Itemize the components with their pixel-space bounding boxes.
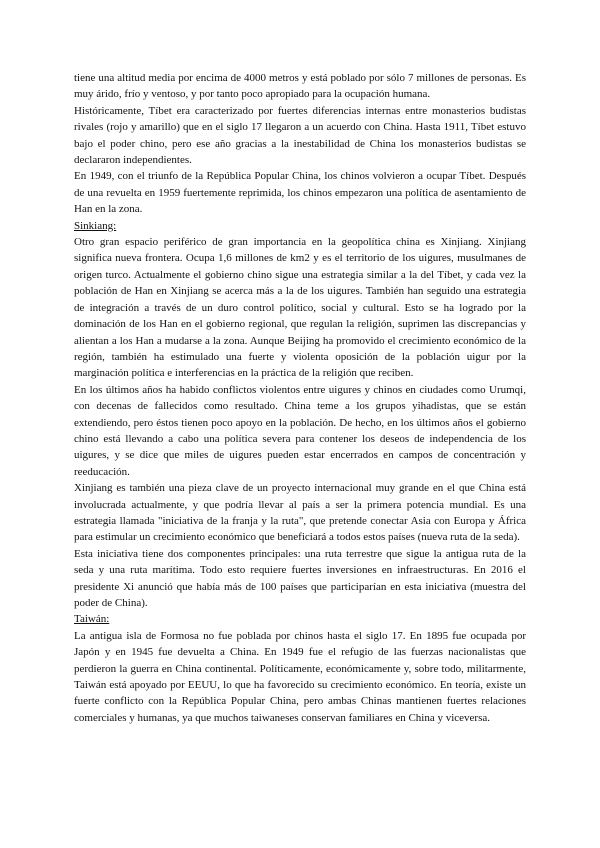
paragraph-sinkiang-overview: Otro gran espacio periférico de gran importancia en la geopolítica china es Xinjiang. Xinjiang significa nueva frontera. Ocupa 1,6 millones de km2 y es el territorio de los uigures, musulmanes de origen turco. Actualmente el gobierno chino sigue una estrategia similar a la del Tíbet, y cada vez la población de Han en Xinjiang se acerca más a la de los uigures. También han seguido una estrategia de integración a través de un duro control político, social y cultural. Esto se ha logrado por la dominación de los Han en el gobierno regional, que regulan la religión, suprimen las discrepancias y alientan a los Han a mudarse a la zona. Aunque Beijing ha promovido el crecimiento económico de la región, también ha estimulado una fuerte y violenta oposición de la población uigur por la marginación política e interferencias en la práctica de la religión que reciben.: [74, 236, 526, 380]
paragraph-taiwan: La antigua isla de Formosa no fue poblada por chinos hasta el siglo 17. En 1895 fue ocupada por Japón y en 1945 fue devuelta a China. En 1949 fue el refugio de las fuerzas nacionalistas que perdieron la guerra en China continental. Políticamente, económicamente y, sobre todo, militarmente, Taiwán está apoyado por EEUU, lo que ha favorecido su crecimiento económico. En teoría, existe un fuerte conflicto con la República Popular China, pero ambas Chinas mantienen fuertes relaciones comerciales y humanas, ya que muchos taiwaneses conservan familiares en China y viceversa.: [74, 629, 526, 724]
paragraph-sinkiang-conflicts: En los últimos años ha habido conflictos violentos entre uigures y chinos en ciudades como Urumqi, con decenas de fallecidos como resultado. China teme a los grupos yihadistas, que se están extendiendo, pero éstos tienen poco apoyo en la población. De hecho, en los últimos años el gobierno chino está llevando a cabo una política severa para contener los deseos de independencia de los uigures, y se dice que miles de uigures pueden estar encerrados en campos de concentración y reeducación.: [74, 383, 526, 478]
paragraph-tibet-1949: En 1949, con el triunfo de la República Popular China, los chinos volvieron a ocupar Tíbet. Después de una revuelta en 1959 fuertemente reprimida, los chinos empezaron una política de asentamiento de Han en la zona.: [74, 170, 526, 216]
paragraph-tibet-geography: tiene una altitud media por encima de 4000 metros y está poblado por sólo 7 millones de personas. Es muy árido, frío y ventoso, y por tanto poco apropiado para la ocupación humana.: [74, 72, 526, 101]
heading-sinkiang: Sinkiang:: [74, 219, 117, 232]
document-page: [74, 70, 526, 726]
paragraph-sinkiang-components: Esta iniciativa tiene dos componentes principales: una ruta terrestre que sigue la antigua ruta de la seda y una ruta marítima. Todo esto requiere fuertes inversiones en infraestructuras. En 2016 el presidente Xi anunció que había más de 100 países que participarían en esta iniciativa (muestra del poder de China).: [74, 547, 526, 609]
paragraph-sinkiang-belt-road: Xinjiang es también una pieza clave de un proyecto internacional muy grande en el que China está involucrada actualmente, y que podría llevar al país a ser la primera potencia mundial. Es una estrategia llamada "iniciativa de la franja y la ruta", que pretende conectar Asia con Europa y África para estimular un crecimiento económico que beneficiará a todos estos países (nueva ruta de la seda).: [74, 482, 526, 544]
paragraph-tibet-history: Históricamente, Tíbet era caracterizado por fuertes diferencias internas entre monasterios budistas rivales (rojo y amarillo) que en el siglo 17 llegaron a un acuerdo con China. Hasta 1911, Tíbet estuvo bajo el poder chino, pero ese año gracias a la inestabilidad de China los monasterios budistas se declararon independientes.: [74, 104, 526, 167]
heading-taiwan: Taiwán:: [74, 613, 110, 626]
